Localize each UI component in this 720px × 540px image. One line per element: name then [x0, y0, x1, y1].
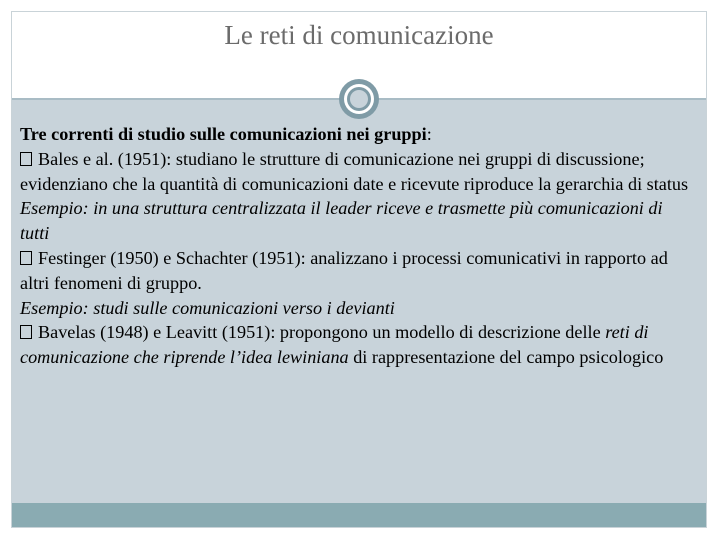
list-item [20, 147, 696, 197]
list-item [20, 320, 696, 370]
list-item [20, 246, 696, 296]
item-text-italic: reti di comunicazione che riprende l’idea lewiniana [20, 322, 649, 368]
slide-title: Le reti di comunicazione [224, 20, 494, 50]
item-example: Esempio: studi sulle comunicazioni verso i devianti [20, 297, 395, 318]
box-bullet-icon [20, 325, 32, 339]
item-example: Esempio: in una struttura centralizzata il leader riceve e trasmette più comunicazioni di tutti [20, 198, 663, 244]
box-bullet-icon [20, 152, 32, 166]
circle-ornament-icon [339, 79, 379, 119]
box-bullet-icon [20, 251, 32, 265]
slide-body [20, 122, 696, 370]
bottom-bar [12, 503, 706, 527]
item-text-after: di rappresentazione del campo psicologico [348, 347, 664, 368]
body-heading-line [20, 122, 696, 147]
body-heading-suffix: : [426, 124, 432, 144]
body-heading: Tre correnti di studio sulle comunicazioni nei gruppi [20, 124, 427, 144]
item-text-before: Bavelas (1948) e Leavitt (1951): propongono un modello di descrizione delle [38, 322, 606, 343]
item-text: Festinger (1950) e Schachter (1951): analizzano i processi comunicativi in rapporto ad altri fenomeni di gruppo. [20, 247, 668, 293]
item-text: Bales e al. (1951): studiano le strutture di comunicazione nei gruppi di discussione; evidenziano che la quantità di comunicazioni date e ricevute riproduce la gerarchia di status [20, 148, 689, 194]
